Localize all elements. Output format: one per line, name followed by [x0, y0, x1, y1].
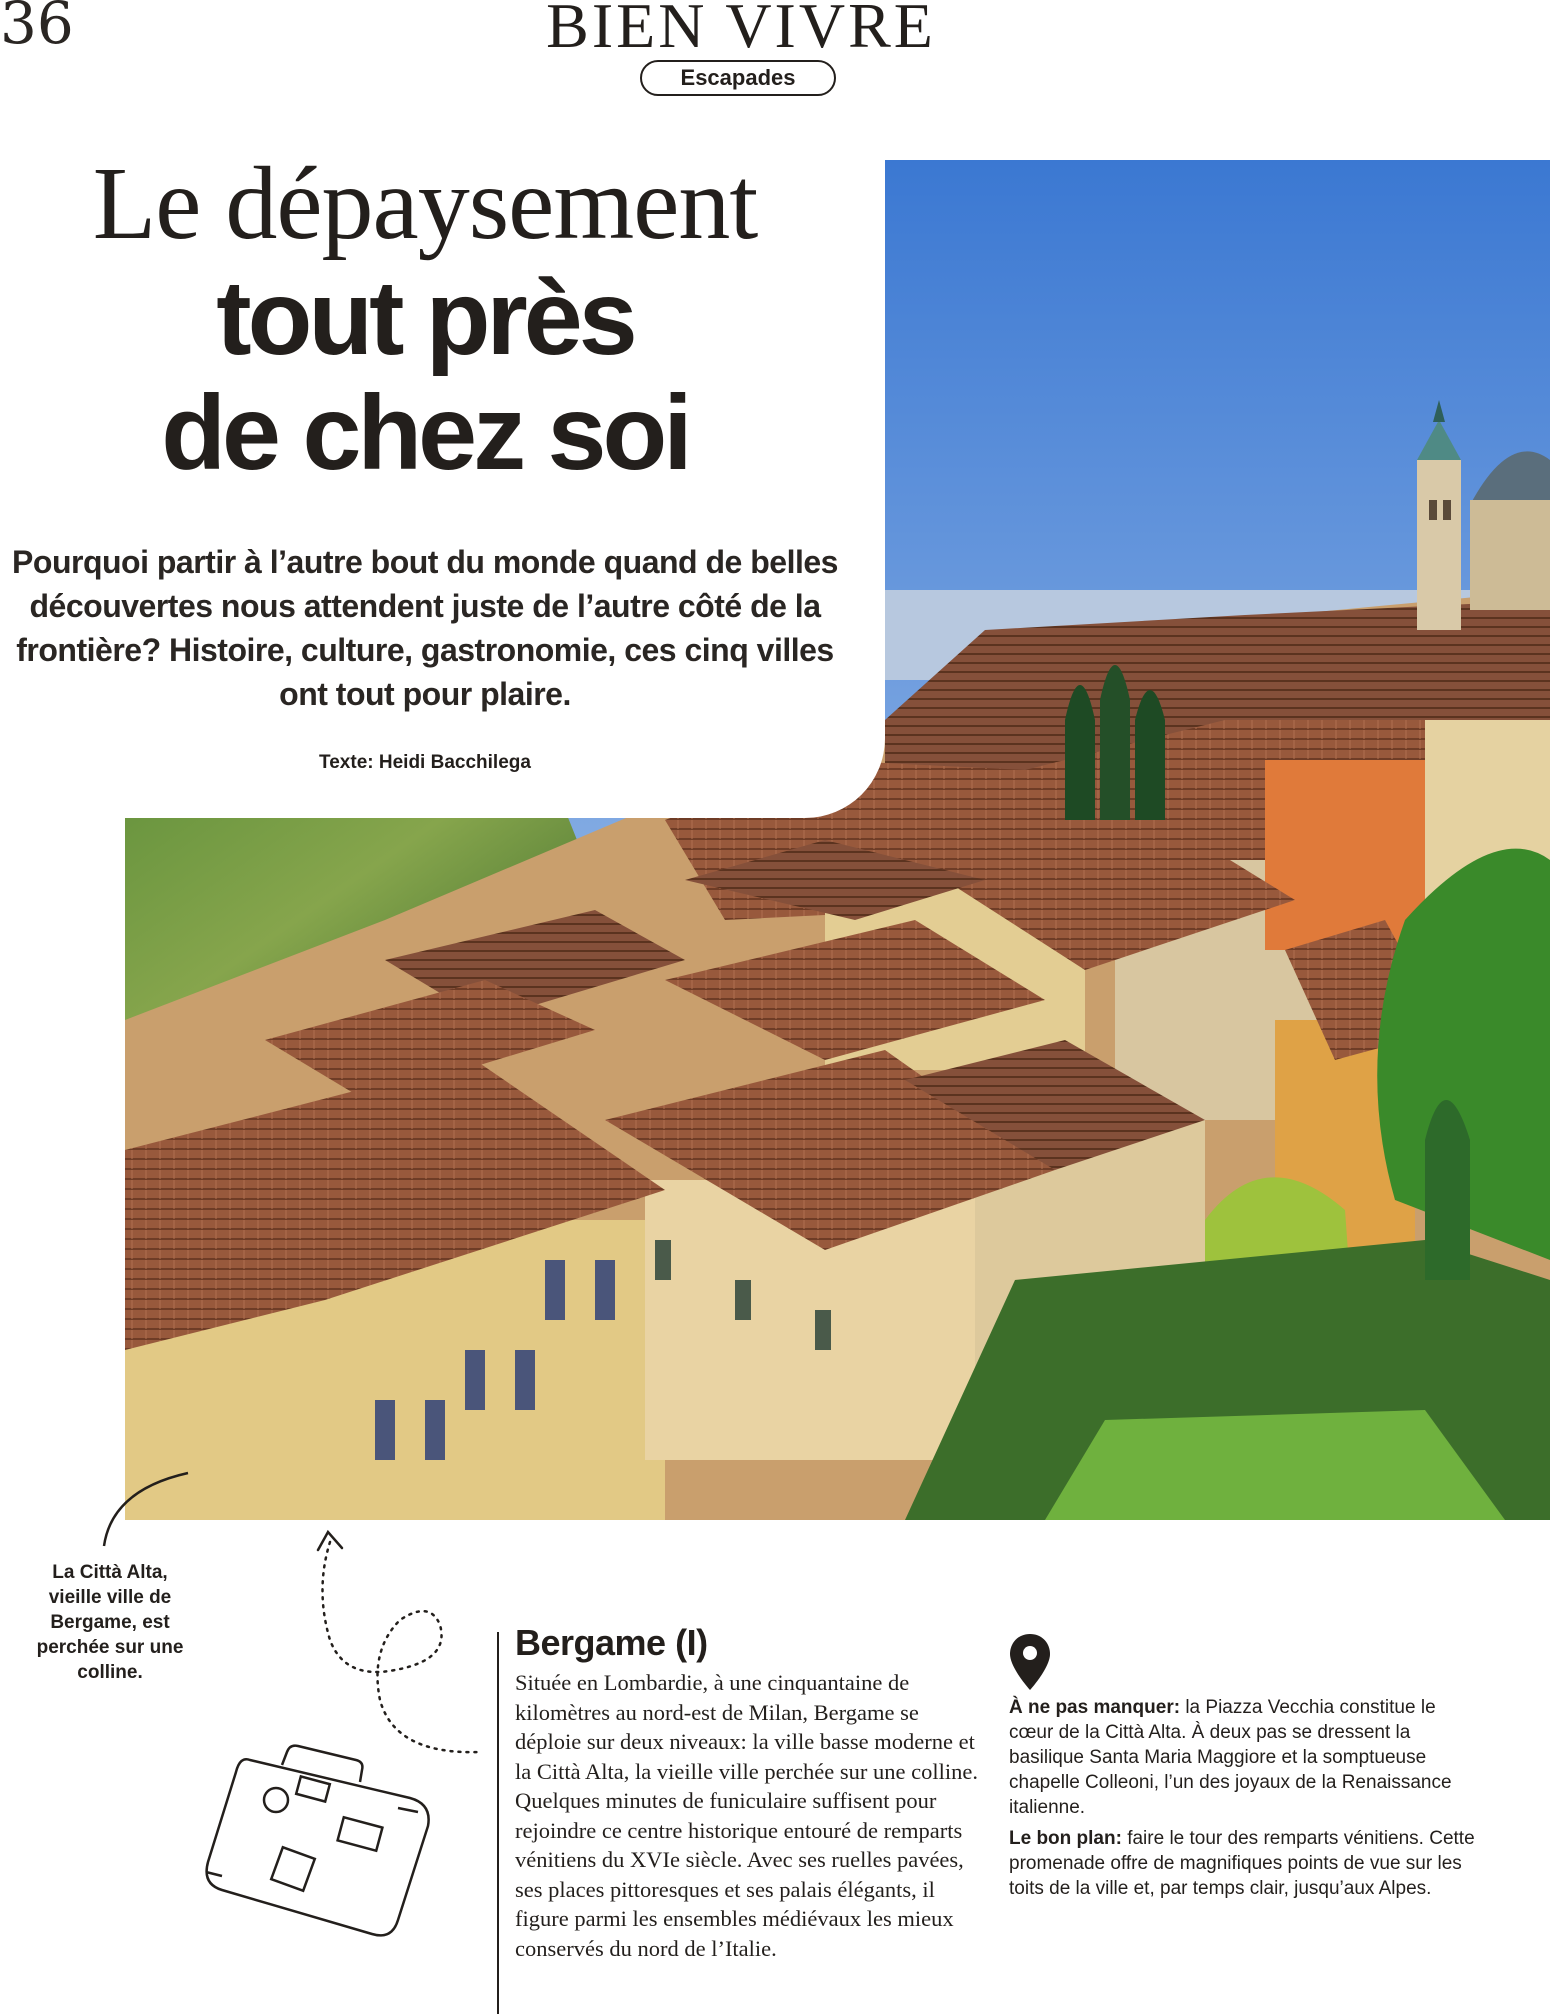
rubric-title: BIEN VIVRE	[546, 0, 936, 61]
tip-must-see-text: la Piazza Vecchia constitue le cœur de la Città Alta. À deux pas se dressent la basilique Santa Maria Maggiore et la somptueuse chapelle Colleoni, l’un des joyaux de la Renaissance italienne.	[1009, 1697, 1452, 1818]
dotted-arrow-icon	[318, 1532, 480, 1752]
section-tag: Escapades	[640, 60, 836, 96]
tip-good-plan-label: Le bon plan:	[1009, 1828, 1122, 1849]
suitcase-icon	[206, 1746, 429, 1936]
headline-line-2: tout près	[216, 259, 634, 377]
tip-must-see-label: À ne pas manquer:	[1009, 1697, 1181, 1718]
photo-caption: La Città Alta, vieille ville de Bergame, est perchée sur une colline.	[36, 1562, 184, 1683]
lead-paragraph: Pourquoi partir à l’autre bout du monde quand de belles découvertes nous attendent juste de l’autre côté de la frontière? Histoire, culture, gastronomie, ces cinq villes ont tout pour plaire.	[12, 544, 838, 712]
tip-good-plan	[1009, 1826, 1479, 1901]
headline-line-3: de chez soi	[161, 374, 689, 492]
tips-box	[1009, 1695, 1479, 1907]
byline: Texte: Heidi Bacchilega	[319, 752, 531, 773]
headline-line-1: Le dépaysement	[92, 146, 758, 261]
page-number: 36	[0, 0, 74, 57]
tip-must-see	[1009, 1695, 1479, 1820]
location-pin-icon	[1008, 1632, 1052, 1692]
column-rule	[497, 1632, 499, 2014]
article-body: Située en Lombardie, à une cinquantaine de kilomètres au nord-est de Milan, Bergame se déploie sur deux niveaux: la ville basse moderne et la Città Alta, la vieille ville perchée sur une colline. Quelques minutes de funiculaire suffisent pour rejoindre ce centre historique entouré de remparts vénitiens du XVIe siècle. Avec ses ruelles pavées, ses places pittoresques et ses palais élégants, il figure parmi les ensembles médiévaux les mieux conservés du nord de l’Italie.	[515, 1670, 978, 1961]
tip-good-plan-text: faire le tour des remparts vénitiens. Cette promenade offre de magnifiques points de vue sur les toits de la ville et, par temps clair, jusqu’aux Alpes.	[1009, 1828, 1475, 1899]
city-title: Bergame (I)	[515, 1622, 708, 1663]
